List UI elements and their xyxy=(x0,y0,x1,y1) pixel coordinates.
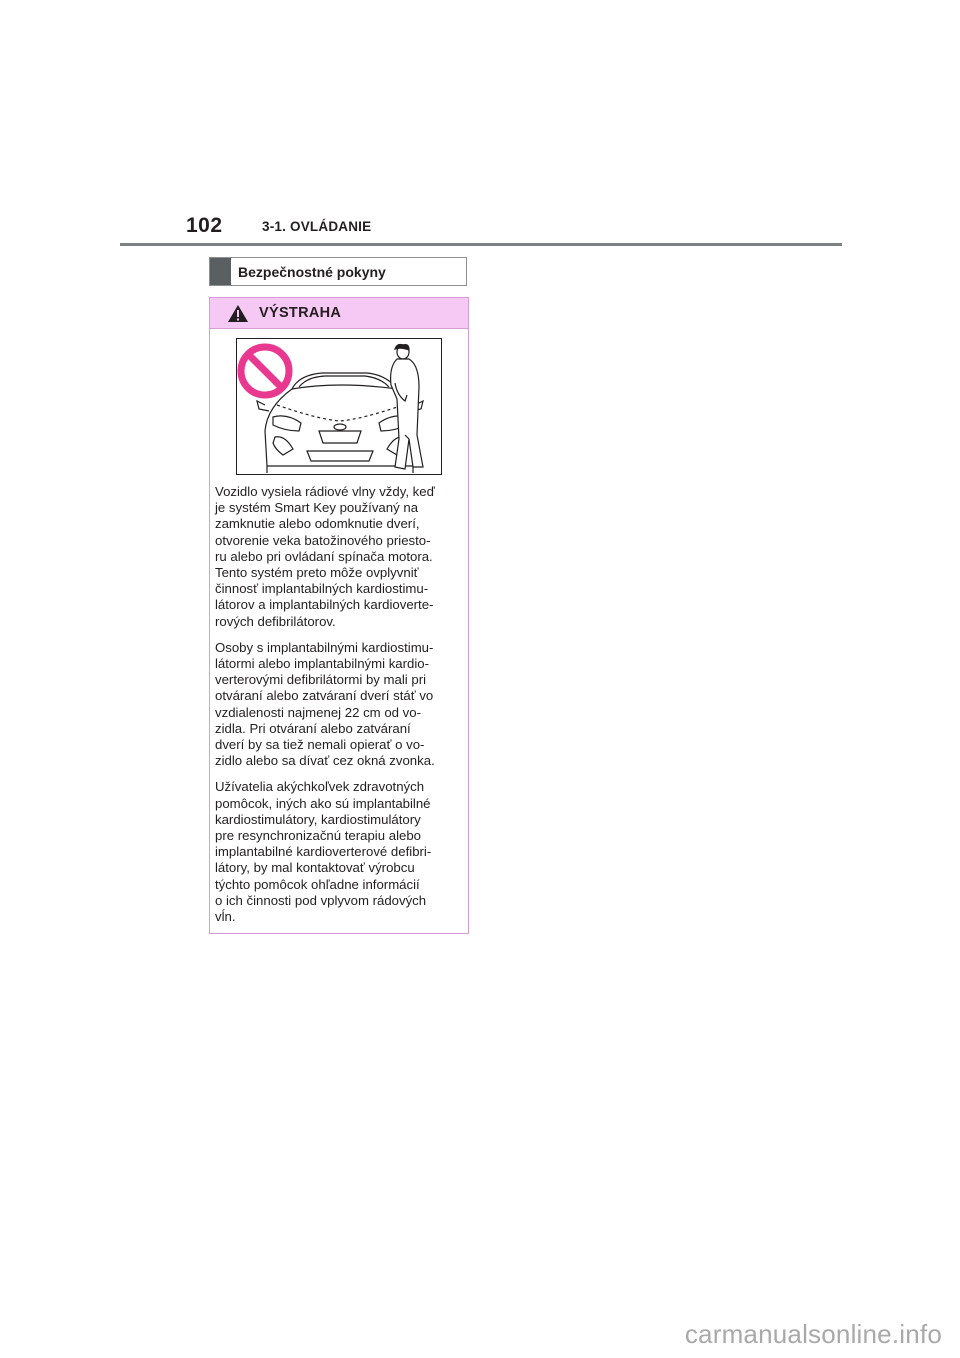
text-line: dverí by sa tiež nemali opierať o vo- xyxy=(215,737,425,753)
warning-paragraph-1 xyxy=(215,484,465,630)
page-number: 102 xyxy=(186,214,223,237)
header-rule xyxy=(120,243,842,246)
warning-paragraph-3 xyxy=(215,779,465,925)
text-line: rových defibrilátorov. xyxy=(215,613,336,629)
text-line: otváraní alebo zatváraní dverí stáť vo xyxy=(215,688,434,704)
warning-paragraph-2 xyxy=(215,640,465,770)
car-person-illustration xyxy=(237,339,441,474)
text-line: kardiostimulátory, kardiostimulátory xyxy=(215,811,421,827)
text-line: pomôcok, iných ako sú implantabilné xyxy=(215,795,431,811)
text-line: vĺn. xyxy=(215,909,236,925)
text-line: pre resynchronizačnú terapiu alebo xyxy=(215,828,421,844)
text-line: týchto pomôcok ohľadne informácií xyxy=(215,876,420,892)
text-line: ru alebo pri ovládaní spínača motora. xyxy=(215,548,433,564)
text-line: Osoby s implantabilnými kardiostimu- xyxy=(215,639,434,655)
warning-illustration xyxy=(236,338,442,475)
prohibition-icon xyxy=(241,347,289,395)
text-line: vzdialenosti najmenej 22 cm od vo- xyxy=(215,704,421,720)
section-heading-text: Bezpečnostné pokyny xyxy=(238,263,386,280)
text-line: otvorenie veka batožinového priesto- xyxy=(215,532,431,548)
section-heading xyxy=(209,257,467,286)
text-line: verterovými defibrilátormi by mali pri xyxy=(215,672,427,688)
text-line: látormi alebo implantabilnými kardio- xyxy=(215,656,430,672)
watermark[interactable]: carmanualsonline.info xyxy=(684,1319,942,1349)
text-line: zidla. Pri otváraní alebo zatváraní xyxy=(215,720,411,736)
text-line: látory, by mal kontaktovať výrobcu xyxy=(215,860,415,876)
warning-title: VÝSTRAHA xyxy=(259,305,342,321)
text-line: činnosť implantabilných kardiostimu- xyxy=(215,581,429,597)
text-line: Užívatelia akýchkoľvek zdravotných xyxy=(215,779,425,795)
warning-header xyxy=(210,298,468,329)
text-line: implantabilné kardioverterové defibri- xyxy=(215,844,432,860)
warning-box xyxy=(209,297,469,934)
text-line: Tento systém preto môže ovplyvniť xyxy=(215,565,419,581)
warning-body xyxy=(215,484,465,935)
text-line: Vozidlo vysiela rádiové vlny vždy, keď xyxy=(215,484,435,499)
warning-triangle-icon xyxy=(227,304,249,323)
text-line: látorov a implantabilných kardioverte- xyxy=(215,597,434,613)
chapter-title: 3-1. OVLÁDANIE xyxy=(262,219,372,234)
text-line: zamknutie alebo odomknutie dverí, xyxy=(215,516,420,532)
text-line: o ich činnosti pod vplyvom rádových xyxy=(215,892,427,908)
text-line: je systém Smart Key používaný na xyxy=(215,500,419,516)
section-heading-bar xyxy=(210,258,231,285)
text-line: zidlo alebo sa dívať cez okná zvonka. xyxy=(215,753,435,769)
